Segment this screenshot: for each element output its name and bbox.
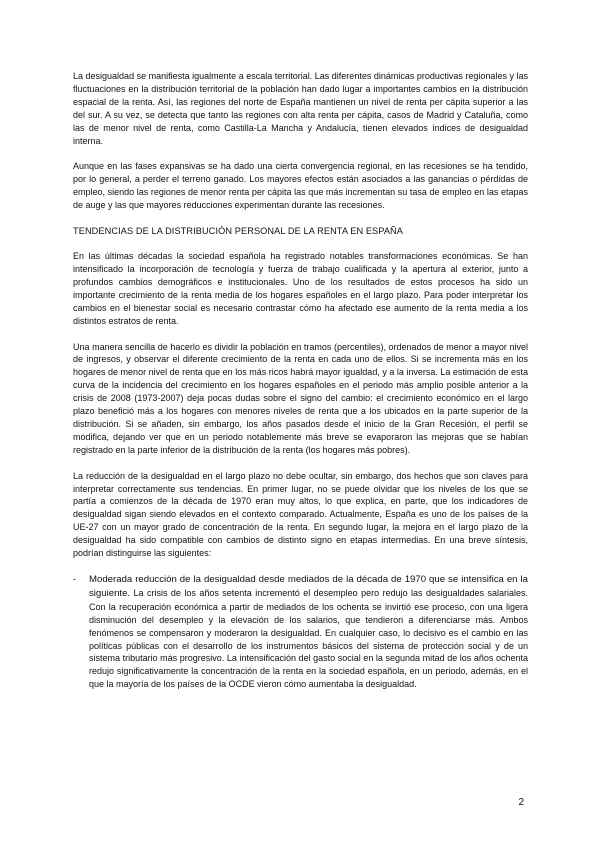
paragraph-economic-transformations: En las últimas décadas la sociedad española ha registrado notables transformaciones económicas. Se han intensificado la incorporación de tecnología y fuerza de trabajo cualificada y la apertura al exterior, junto a profundos cambios demográficos e institucionales. Uno de los resultados de estos procesos ha sido un importante crecimiento de la renta media de los hogares españoles en el largo plazo. Para poder interpretar los cambios en el bienestar social es necesario contrastar cómo ha afectado ese aumento de la renta media a los distintos estratos de renta. (73, 251, 528, 326)
bullet-marker: - (73, 574, 76, 584)
bullet-lead-text: Moderada reducción de la desigualdad desde mediados de la década de 1970 que se intensifica en la siguiente. (89, 574, 528, 599)
paragraph-percentiles: Una manera sencilla de hacerlo es dividir la población en tramos (percentiles), ordenados de menor a mayor nivel de ingresos, y observar el diferente crecimiento de la renta en cada uno de ellos. Si se incrementa más en los hogares de menor nivel de renta que en los más ricos habrá mayor igualdad, y a la inversa. La estimación de esta curva de la incidencia del crecimiento en los hogares españoles en el periodo más amplio posible anterior a la crisis de 2008 (1973-2007) deja pocas dudas sobre el signo del cambio: el crecimiento económico en el largo plazo benefició más a los hogares con menores niveles de renta que a los ubicados en la parte superior de la distribución. Si se añaden, sin embargo, los años pasados desde el inicio de la Gran Recesión, el perfil se modifica, dejando ver que en un periodo notablemente más breve se evaporaron las mejoras que se habían registrado en la parte inferior de la distribución de la renta (los hogares más pobres). (73, 341, 528, 455)
paragraph-long-term-reduction: La reducción de la desigualdad en el largo plazo no debe ocultar, sin embargo, dos hechos que son claves para interpretar correctamente sus tendencias. En primer lugar, no se puede olvidar que los niveles de los que se partía a comienzos de la década de 1970 eran muy altos, lo que explica, en parte, que los indicadores de desigualdad sigan siendo elevados en el contexto comparado. Actualmente, España es uno de los países de la UE-27 con un mayor grado de concentración de la renta. En segundo lugar, la mejora en el largo plazo de la desigualdad ha sido compatible con cambios de distinto signo en etapas intermedias. En una breve síntesis, podrían distinguirse las siguientes: (73, 470, 528, 559)
section-heading: TENDENCIAS DE LA DISTRIBUCIÓN PERSONAL DE LA RENTA EN ESPAÑA (73, 226, 404, 237)
bullet-list (73, 573, 528, 691)
list-item (73, 573, 528, 691)
page-number: 2 (518, 797, 524, 808)
paragraph-territorial-inequality: La desigualdad se manifiesta igualmente a escala territorial. Las diferentes dinámicas productivas regionales y las fluctuaciones en la distribución territorial de la población han dado lugar a importantes cambios en la distribución espacial de la renta. Así, las regiones del norte de España mantienen un nivel de renta per cápita superior a las del sur. A su vez, se detecta que tanto las regiones con alta renta per cápita, casos de Madrid y Cataluña, como las de menor nivel de renta, como Castilla-La Mancha y Andalucía, tienen elevados índices de desigualdad interna. (73, 71, 528, 146)
bullet-body-text: La crisis de los años setenta incrementó el desempleo pero redujo las desigualdades salariales. Con la recuperación económica a partir de mediados de los ochenta se invirtió ese proceso, con una ligera disminución del desempleo y la elevación de los salarios, que tendieron a diferenciarse más. Ambos fenómenos se compensaron y moderaron la desigualdad. En cualquier caso, lo decisivo es el cambio en las políticas públicas con el desarrollo de los instrumentos básicos del sistema de protección social y de un sistema tributario más progresivo. La intensificación del gasto social en la segunda mitad de los años ochenta redujo significativamente la concentración de la renta en la sociedad española, en un periodo, además, en el que la mayoría de los países de la OCDE vieron cómo aumentaba la desigualdad. (89, 587, 528, 690)
paragraph-regional-convergence: Aunque en las fases expansivas se ha dado una cierta convergencia regional, en las recesiones se ha tendido, por lo general, a perder el terreno ganado. Los mayores efectos están asociados a las ganancias o pérdidas de empleo, siendo las regiones de menor renta per cápita las que más incrementan su tasa de empleo en las etapas de auge y las que mayores reducciones experimentan durante las recesiones. (73, 161, 528, 211)
